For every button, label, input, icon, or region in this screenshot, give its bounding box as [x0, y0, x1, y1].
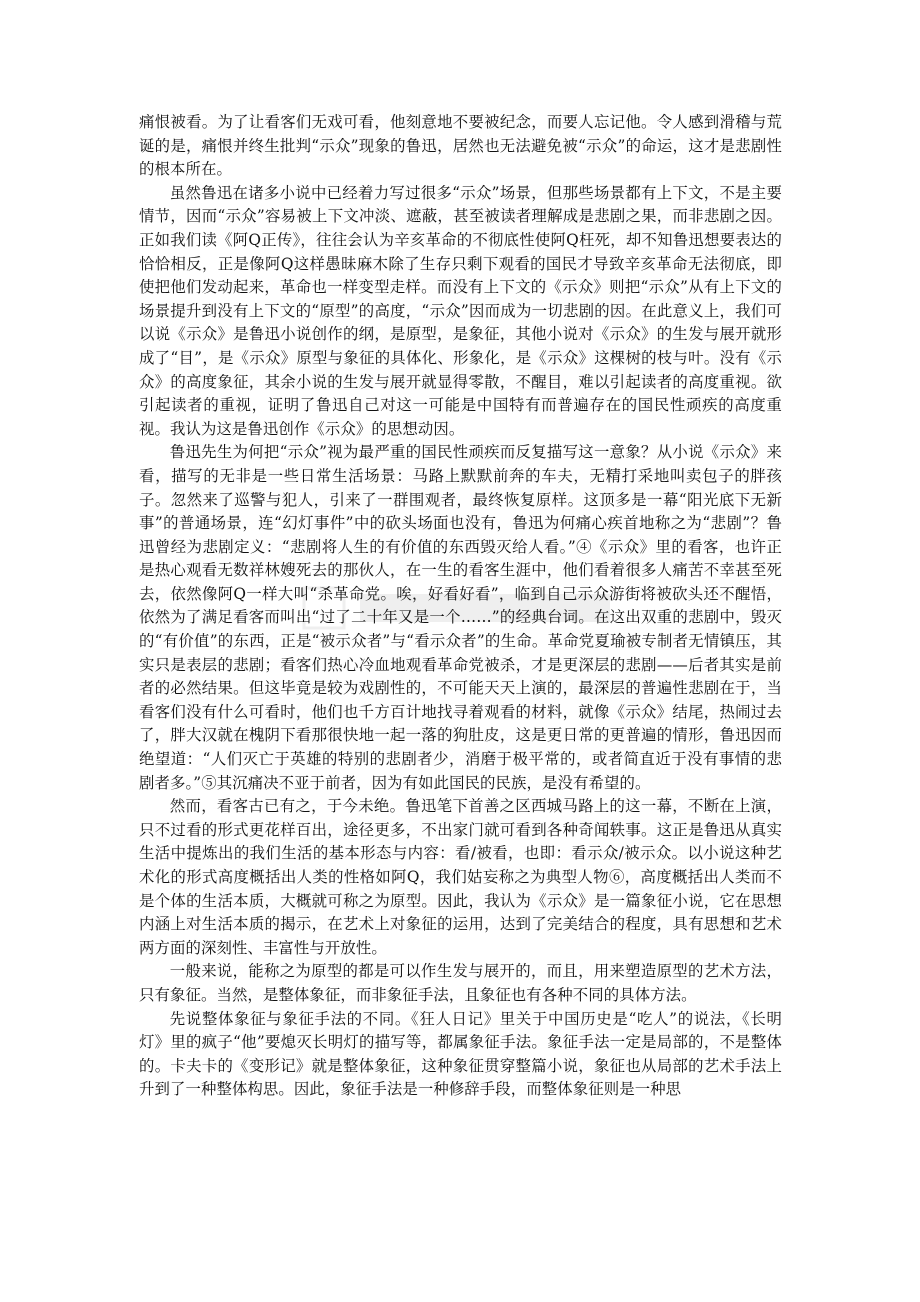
- paragraph-6: 先说整体象征与象征手法的不同。《狂人日记》里关于中国历史是“吃人”的说法，《长明灯》里的疯子“他”要熄灭长明灯的描写等，都属象征手法。象征手法一定是局部的，不是整体的。卡夫卡的《变形记》就是整体象征，这种象征贯穿整篇小说，象征也从局部的艺术手法上升到了一种整体构思。因此，象征手法是一种修辞手段，而整体象征则是一种思: [139, 1009, 782, 1099]
- paragraph-1: 痛恨被看。为了让看客们无戏可看，他刻意地不要被纪念，而要人忘记他。令人感到滑稽与荒诞的是，痛恨并终生批判“示众”现象的鲁迅，居然也无法避免被“示众”的命运，这才是悲剧性的根本所在。: [139, 113, 782, 179]
- paragraph-5: 一般来说，能称之为原型的都是可以作生发与展开的，而且，用来塑造原型的艺术方法，只有象征。当然，是整体象征，而非象征手法，且象征也有各种不同的具体方法。: [139, 962, 782, 1004]
- paragraph-3: 鲁迅先生为何把“示众”视为最严重的国民性顽疾而反复描写这一意象？从小说《示众》来看，描写的无非是一些日常生活场景：马路上默默前奔的车夫，无精打采地叫卖包子的胖孩子。忽然来了巡警与犯人，引来了一群围观者，最终恢复原样。这顶多是一幕“阳光底下无新事”的普通场景，连“幻灯事件”中的砍头场面也没有，鲁迅为何痛心疾首地称之为“悲剧”？鲁迅曾经为悲剧定义：“悲剧将人生的有价值的东西毁灭给人看。”④《示众》里的看客，也许正是热心观看无数祥林嫂死去的那伙人，在一生的看客生涯中，他们看着很多人痛苦不幸甚至死去，依然像阿Q一样大叫“杀革命党。唉，好看好看”，临到自己示众游街将被砍头还不醒悟，依然为了满足看客而叫出“过了二十年又是一个……”的经典台词。在这出双重的悲剧中，毁灭的“有价值”的东西，正是“被示众者”与“看示众者”的生命。革命党夏瑜被专制者无情镇压，其实只是表层的悲剧；看客们热心冷血地观看革命党被杀，才是更深层的悲剧——后者其实是前者的必然结果。但这毕竟是较为戏剧性的，不可能天天上演的，最深层的普遍性悲剧在于，当看客们没有什么可看时，他们也千方百计地找寻着观看的材料，就像《示众》结尾，热闹过去了，胖大汉就在槐阴下看那很快地一起一落的狗肚皮，这是更日常的更普遍的情形，鲁迅因而绝望道：“人们灭亡于英雄的特别的悲剧者少，消磨于极平常的，或者简直近于没有事情的悲剧者多。”⑤其沉痛决不亚于前者，因为有如此国民的民族，是没有希望的。: [139, 443, 782, 792]
- paragraph-2: 虽然鲁迅在诸多小说中已经着力写过很多“示众”场景，但那些场景都有上下文，不是主要情节，因而“示众”容易被上下文冲淡、遮蔽，甚至被读者理解成是悲剧之果，而非悲剧之因。正如我们读《阿Q正传》，往往会认为辛亥革命的不彻底性使阿Q枉死，却不知鲁迅想要表达的恰恰相反，正是像阿Q这样愚昧麻木除了生存只剩下观看的国民才导致辛亥革命无法彻底，即使把他们发动起来，革命也一样变型走样。而没有上下文的《示众》则把“示众”从有上下文的场景提升到没有上下文的“原型”的高度，“示众”因而成为一切悲剧的因。在此意义上，我们可以说《示众》是鲁迅小说创作的纲，是原型，是象征，其他小说对《示众》的生发与展开就形成了“目”，是《示众》原型与象征的具体化、形象化，是《示众》这棵树的枝与叶。没有《示众》的高度象征，其余小说的生发与展开就显得零散，不醒目，难以引起读者的高度重视。欲引起读者的重视，证明了鲁迅自己对这一可能是中国特有而普遍存在的国民性顽疾的高度重视。我认为这是鲁迅创作《示众》的思想动因。: [139, 183, 782, 438]
- paragraph-4: 然而，看客古已有之，于今未绝。鲁迅笔下首善之区西城马路上的这一幕，不断在上演，只不过看的形式更花样百出，途径更多，不出家门就可看到各种奇闻轶事。这正是鲁迅从真实生活中提炼出的我们生活的基本形态与内容：看/被看，也即：看示众/被示众。以小说这种艺术化的形式高度概括出人类的性格如阿Q，我们姑妄称之为典型人物⑥，高度概括出人类而不是个体的生活本质，大概就可称之为原型。因此，我认为《示众》是一篇象征小说，它在思想内涵上对生活本质的揭示，在艺术上对象征的运用，达到了完美结合的程度，具有思想和艺术两方面的深刻性、丰富性与开放性。: [139, 797, 782, 957]
- document-page: [139, 111, 782, 1102]
